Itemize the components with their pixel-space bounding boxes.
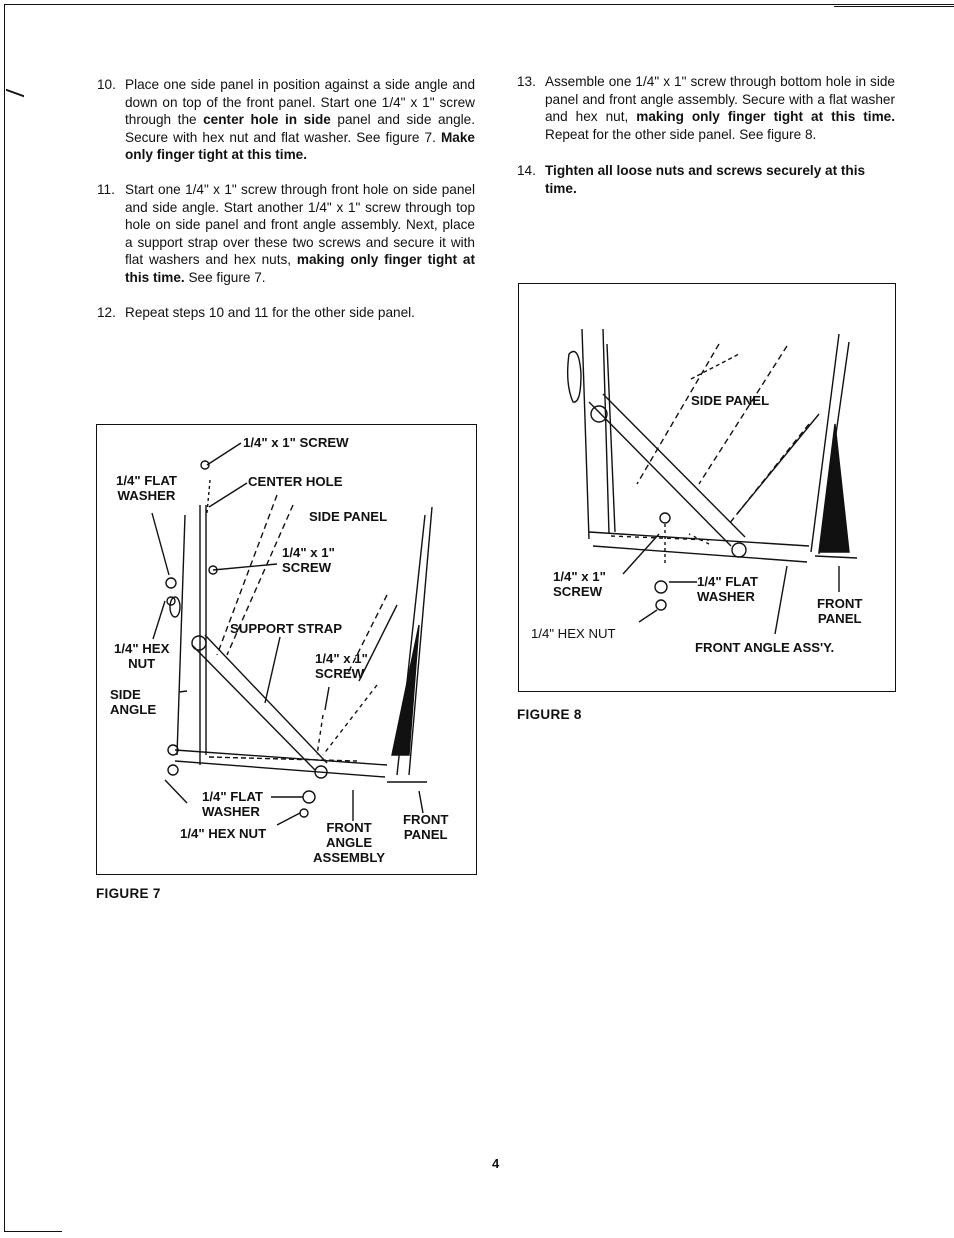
label-screw-top: 1/4" x 1" SCREW bbox=[243, 435, 349, 450]
step-text: Repeat steps 10 and 11 for the other side panel. bbox=[125, 304, 415, 320]
label-line: FRONT bbox=[326, 820, 372, 835]
label-line: 1/4" FLAT bbox=[116, 473, 177, 488]
step-bold-text: center hole in side bbox=[203, 112, 331, 128]
step-text: Assemble one 1/4" x 1" screw through bottom hole in side panel and front angle assembly. Secure with a flat washer and hex nut, bbox=[545, 74, 895, 125]
step-text: panel and side angle. Secure with hex nut and flat washer. See figure 7. bbox=[125, 112, 475, 145]
label-front-panel bbox=[817, 596, 862, 626]
label-line: ASSEMBLY bbox=[313, 850, 386, 865]
step-13 bbox=[517, 73, 895, 143]
step-14 bbox=[517, 162, 895, 197]
label-side-panel: SIDE PANEL bbox=[691, 393, 770, 408]
label-flat-washer-bottom bbox=[202, 789, 263, 819]
label-line: ANGLE bbox=[325, 835, 373, 850]
figure-8-box bbox=[518, 283, 896, 692]
label-line: ANGLE bbox=[110, 702, 157, 717]
step-10 bbox=[97, 76, 475, 164]
step-text: Place one side panel in position against a side angle and down on top of the front panel. Start one 1/4" x 1" screw through the bbox=[125, 77, 475, 128]
label-line: NUT bbox=[128, 656, 156, 671]
step-number: 12. bbox=[97, 304, 116, 320]
step-text: Start one 1/4" x 1" screw through front hole on side panel and side angle. Start another 1/4" x 1" screw through top hole on side panel and front angle assembly. Next, place a support strap over these two screws and secure it with flat washers and hex nuts, bbox=[125, 181, 475, 268]
label-line: PANEL bbox=[403, 827, 448, 842]
label-line: 1/4" x 1" bbox=[553, 569, 606, 584]
label-flat-washer-top bbox=[116, 473, 177, 503]
label-line: PANEL bbox=[817, 611, 862, 626]
step-11 bbox=[97, 181, 475, 287]
figure-7-box bbox=[96, 424, 477, 875]
step-number: 14. bbox=[517, 163, 536, 179]
label-side-panel: SIDE PANEL bbox=[309, 509, 388, 524]
label-line: SIDE bbox=[110, 687, 141, 702]
left-column-instructions bbox=[97, 76, 475, 321]
label-center-hole: CENTER HOLE bbox=[248, 474, 343, 489]
label-screw-mid bbox=[282, 545, 335, 575]
label-line: FRONT bbox=[403, 812, 449, 827]
step-number: 10. bbox=[97, 77, 116, 92]
label-line: WASHER bbox=[697, 589, 755, 604]
page-border-bottom bbox=[4, 1231, 62, 1232]
label-line: WASHER bbox=[117, 488, 176, 503]
page-border-left bbox=[4, 4, 5, 1232]
figure-7-caption: FIGURE 7 bbox=[96, 886, 161, 901]
label-line: SCREW bbox=[315, 666, 365, 681]
page-number: 4 bbox=[492, 1156, 500, 1171]
step-12 bbox=[97, 304, 475, 322]
right-column-instructions bbox=[517, 73, 895, 198]
label-flat-washer bbox=[697, 574, 758, 604]
page-border-top-thick bbox=[834, 6, 954, 7]
label-line: SCREW bbox=[282, 560, 332, 575]
label-hex-nut: 1/4" HEX NUT bbox=[531, 626, 616, 641]
step-bold-text: Make only finger tight at this time. bbox=[125, 129, 475, 163]
step-text: Repeat for the other side panel. See figure 8. bbox=[545, 126, 817, 142]
step-number: 11. bbox=[97, 181, 115, 197]
label-line: 1/4" x 1" bbox=[315, 651, 368, 666]
step-bold-text: Tighten all loose nuts and screws securely at this time. bbox=[545, 163, 866, 196]
label-line: WASHER bbox=[202, 804, 260, 819]
label-line: 1/4" x 1" bbox=[282, 545, 335, 560]
label-hex-nut-bottom: 1/4" HEX NUT bbox=[180, 826, 267, 841]
label-line: SCREW bbox=[553, 584, 603, 599]
step-bold-text: making only finger tight at this time. bbox=[636, 109, 895, 125]
label-line: 1/4" FLAT bbox=[202, 789, 263, 804]
label-support-strap: SUPPORT STRAP bbox=[230, 621, 343, 636]
corner-mark bbox=[6, 77, 24, 98]
step-text: See figure 7. bbox=[184, 269, 266, 285]
label-screw bbox=[553, 569, 606, 599]
label-front-panel bbox=[403, 812, 448, 842]
step-bold-text: making only finger tight at this time. bbox=[125, 252, 475, 285]
label-line: FRONT bbox=[817, 596, 863, 611]
figure-8-caption: FIGURE 8 bbox=[517, 707, 582, 722]
label-screw-right bbox=[315, 651, 368, 681]
label-hex-nut bbox=[114, 641, 169, 671]
label-line: 1/4" HEX bbox=[114, 641, 170, 656]
step-number: 13. bbox=[517, 74, 536, 89]
label-side-angle bbox=[110, 687, 156, 717]
label-line: 1/4" FLAT bbox=[697, 574, 758, 589]
label-front-angle-assembly bbox=[313, 820, 385, 865]
label-front-angle-assy: FRONT ANGLE ASS'Y. bbox=[695, 640, 835, 655]
page-border-top bbox=[4, 4, 954, 5]
